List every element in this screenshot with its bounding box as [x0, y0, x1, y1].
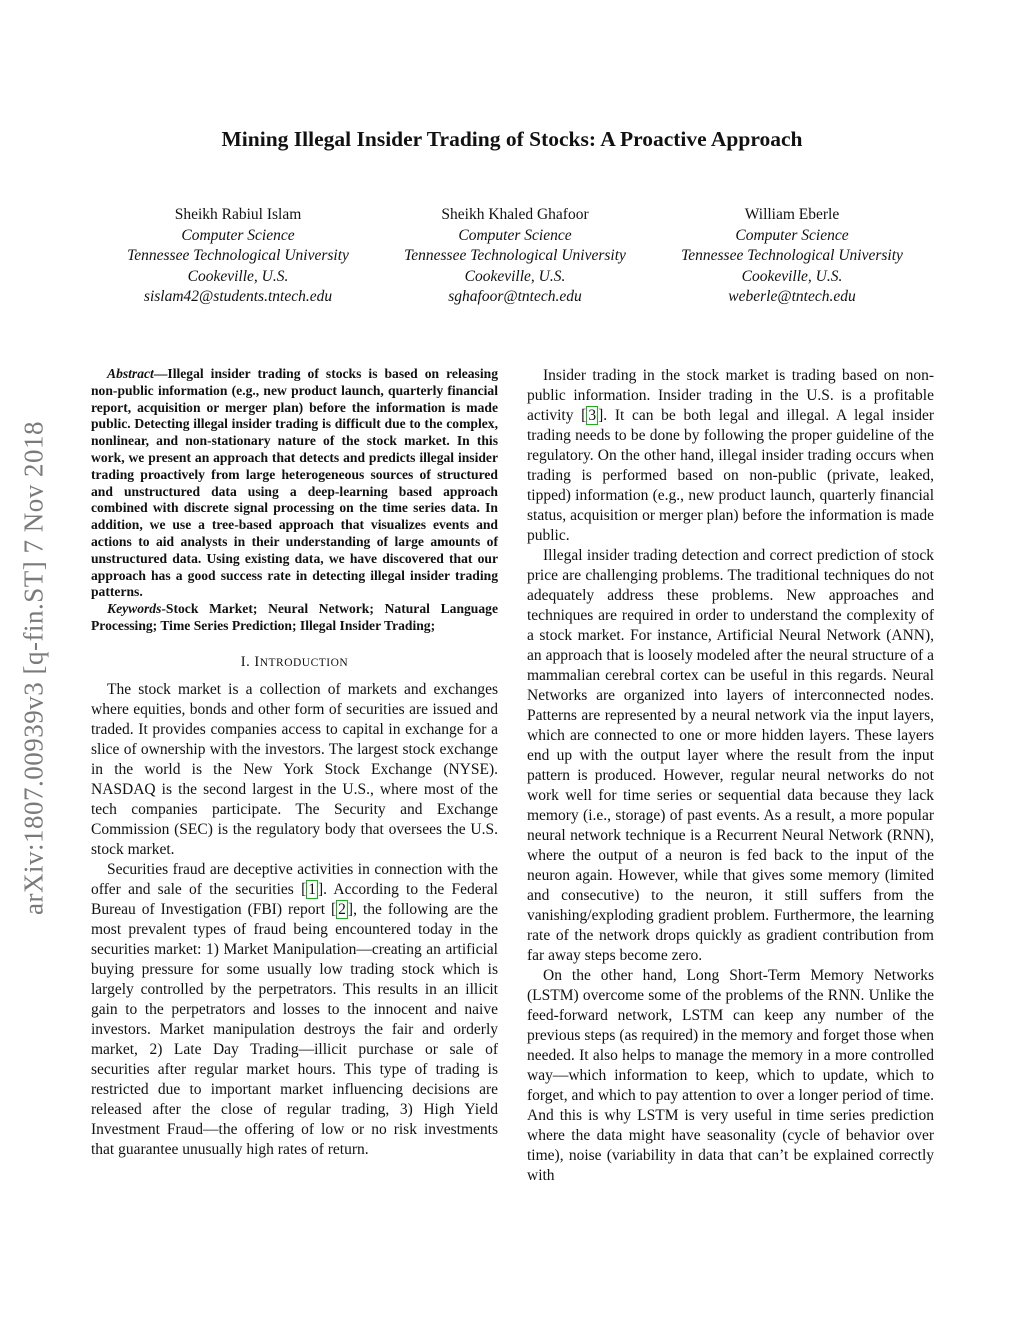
author-3	[654, 205, 930, 308]
author-univ: Tennessee Technological University	[681, 247, 903, 264]
citation-link[interactable]: 1	[308, 880, 316, 898]
text-run: . According to the Federal Bureau of Investigation (FBI) report	[91, 880, 498, 918]
author-name: Sheikh Rabiul Islam	[174, 206, 302, 223]
author-univ: Tennessee Technological University	[404, 247, 626, 264]
paper-title: Mining Illegal Insider Trading of Stocks: A Proactive Approach	[221, 127, 803, 151]
text-run: Insider trading in the stock market is trading based on non-public information. Insider trading in the U.S. is a profitable activity	[527, 367, 934, 424]
section-number: I.	[240, 653, 251, 670]
section-title-rest: NTRODUCTION	[259, 656, 349, 669]
body-paragraph-2: Illegal insider trading detection and correct prediction of stock price are challenging problems. The traditional techniques do not adequately address these problems. New approaches and techniques are required in order to understand the complexity of a stock market. For instance, Artificial Neural Network (ANN), an approach that is loosely modeled after the neural structure of a mammalian cerebral cortex can be useful in this regards. Neural Networks are organized into layers of interconnected nodes. Patterns are represented by a neural network via the input layers, which are connected to one or more hidden layers. These layers end up with the output layer where the result from the input pattern is produced. However, regular neural networks do not work well for time series or sequential data because they lack memory (i.e., storage) of past events. As a result, a more popular neural network technique is a Recurrent Neural Network (RNN), where the output of a neuron is fed back to the input of the neuron again. However, while that gives some memory (limited and consecutive) to the neuron, it still suffers from the vanishing/exploding gradient problem. Furthermore, the learning rate of the network drops quickly as gradient contribution from far away steps become zero.	[527, 547, 934, 964]
keywords-label: Keywords	[107, 601, 162, 617]
body-paragraph-1: Insider trading in the stock market is trading based on non-public information. Insider trading in the U.S. is a profitable activity [ 3 ]. It can be both legal and illegal. A legal insider trading needs to be done by following the proper guideline of the regulatory. On the other hand, illegal insider trading occurs when trading is performed based on non-public (private, leaked, tipped) information (e.g., new product launch, quarterly financial status, acquisition or merger plan) before the information is made public.	[527, 367, 934, 544]
author-2	[377, 205, 653, 308]
author-block	[100, 205, 930, 308]
text-run: . It can be both legal and illegal. A legal insider trading needs to be done by following the proper guideline of the regulatory. On the other hand, illegal insider trading occurs when trading is performed based on non-public (private, leaked, tipped) information (e.g., new product launch, quarterly financial status, acquisition or merger plan) before the information is made public.	[527, 407, 934, 544]
author-city: Cookeville, U.S.	[187, 267, 289, 285]
author-email[interactable]: weberle@tntech.edu	[728, 288, 856, 305]
body-paragraph-3: On the other hand, Long Short-Term Memory Networks (LSTM) overcome some of the problems of the RNN. Unlike the feed-forward network, LSTM can keep any number of the previous steps (as required) in the memory and forget those when needed. It also helps to manage the memory in a more controlled way—which information to keep, which to update, which to forget, and which to pay attention to over a longer period of time. And this is why LSTM is very useful in time series prediction where the data might have seasonality (cycle of behavior over time), noise (variability in data that can’t be explained correctly with	[527, 967, 934, 1184]
author-univ: Tennessee Technological University	[127, 247, 349, 264]
text-run: Securities fraud are deceptive activities in connection with the offer and sale of the securities	[91, 860, 498, 898]
citation-link[interactable]: 2	[338, 900, 346, 918]
intro-paragraph-1: The stock market is a collection of markets and exchanges where equities, bonds and other form of securities are issued and traded. It provides companies access to capital in exchange for a slice of ownership with the investors. The largest stock exchange in the world is the New York Stock Exchange (NYSE). NASDAQ is the second largest in the U.S., where most of the tech companies participate. The Security and Exchange Commission (SEC) is the regulatory body that oversees the U.S. stock market.	[91, 680, 498, 858]
citation-link[interactable]: 3	[588, 407, 597, 424]
arxiv-stamp-text: arXiv:1807.00939v3 [q-fin.ST] 7 Nov 2018	[18, 421, 49, 915]
left-column	[91, 366, 498, 1160]
author-city: Cookeville, U.S.	[741, 267, 843, 285]
author-name: Sheikh Khaled Ghafoor	[441, 206, 589, 223]
text-run: , the following are the most prevalent types of fraud being encountered today in the securities market: 1) Market Manipulation—creating an artificial buying pressure for some usually low trading stock which is largely controlled by the perpetrators. This results in an illicit gain to the perpetrators and losses to the innocent and naive investors. Market manipulation destroys the fair and orderly market, 2) Late Day Trading—illicit purchase or sale of securities after regular market hours. This type of trading is restricted due to important market influencing decisions are released after the close of regular trading, 3) High Yield Investment Fraud—the offering of low or no risk investments that guarantee unusually high rates of return.	[91, 900, 498, 1158]
keywords	[91, 601, 498, 635]
author-dept: Computer Science	[735, 226, 849, 244]
section-initial: I	[254, 653, 260, 670]
abstract-label: Abstract	[107, 366, 154, 381]
author-city: Cookeville, U.S.	[464, 267, 566, 285]
abstract-text: —Illegal insider trading of stocks is based on releasing non-public information (e.g., new product launch, quarterly financial report, acquisition or merger plan) before the information is made public. Detecting illegal insider trading is difficult due to the complex, nonlinear, and non-stationary nature of the stock market. In this work, we present an approach that detects and predicts illegal insider trading proactively from large heterogeneous sources of structured and unstructured data using a deep-learning based approach combined with discrete signal processing on the time series data. In addition, we use a tree-based approach that visualizes events and actions to aid analysts in their understanding of large amounts of unstructured data. Using existing data, we have discovered that our approach has a good success rate in detecting illegal insider trading patterns.	[91, 366, 498, 600]
author-dept: Computer Science	[458, 226, 572, 244]
author-1	[100, 205, 376, 308]
abstract	[91, 366, 498, 601]
right-column	[527, 366, 934, 1186]
section-heading-introduction	[91, 652, 498, 673]
intro-paragraph-2: Securities fraud are deceptive activities in connection with the offer and sale of the securities [ 1 ]. According to the Federal Bureau of Investigation (FBI) report [ 2 ], the following are the most prevalent types of fraud being encountered today in the securities market: 1) Market Manipulation—creating an artificial buying pressure for some usually low trading stock which is largely controlled by the perpetrators. This results in an illicit gain to the perpetrators and losses to the innocent and naive investors. Market manipulation destroys the fair and orderly market, 2) Late Day Trading—illicit purchase or sale of securities after regular market hours. This type of trading is restricted due to important market influencing decisions are released after the close of regular trading, 3) High Yield Investment Fraud—the offering of low or no risk investments that guarantee unusually high rates of return.	[91, 860, 498, 1158]
author-email[interactable]: sghafoor@tntech.edu	[448, 288, 582, 305]
keywords-text: -Stock Market; Neural Network; Natural Language Processing; Time Series Prediction; Illegal Insider Trading;	[91, 601, 498, 633]
author-dept: Computer Science	[181, 226, 295, 244]
author-name: William Eberle	[744, 206, 840, 223]
author-email[interactable]: sislam42@students.tntech.edu	[143, 288, 333, 305]
